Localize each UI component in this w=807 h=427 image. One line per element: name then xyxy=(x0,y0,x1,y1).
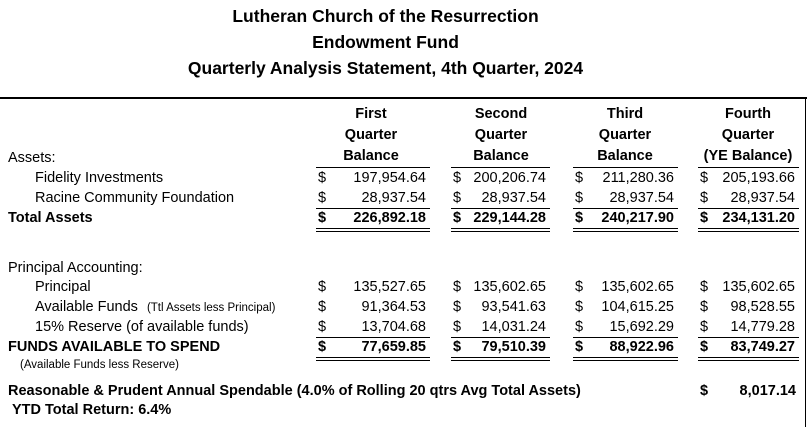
racine-underline-col2 xyxy=(451,208,550,209)
funds-available-dollar-col3: $ xyxy=(575,339,584,355)
principal-dollar-col2: $ xyxy=(453,279,462,295)
principal-dollar-col1: $ xyxy=(318,279,327,295)
total-assets-double-underline-col1 xyxy=(316,231,430,232)
funds-available-value-col3: 88,922.96 xyxy=(609,339,674,355)
principal-label: Principal xyxy=(35,279,91,295)
header-underline-col2 xyxy=(451,167,550,168)
total-assets-value-col1: 226,892.18 xyxy=(353,210,426,226)
funds-available-note: (Available Funds less Reserve) xyxy=(20,359,179,371)
total-assets-dollar-col4: $ xyxy=(700,210,709,226)
principal-heading: Principal Accounting: xyxy=(8,260,143,276)
total-assets-double-underline-col4 xyxy=(698,231,799,232)
col1-line2: Quarter xyxy=(344,127,398,143)
assets-heading: Assets: xyxy=(8,150,56,166)
fidelity-dollar-col1: $ xyxy=(318,170,327,186)
reserve-value-col4: 14,779.28 xyxy=(730,319,795,335)
available-funds-dollar-col4: $ xyxy=(700,299,709,315)
total-assets-underline-col4 xyxy=(698,228,799,229)
header-underline-col1 xyxy=(316,167,430,168)
total-assets-value-col3: 240,217.90 xyxy=(601,210,674,226)
reserve-underline-col1 xyxy=(316,337,430,338)
principal-value-col1: 135,527.65 xyxy=(353,279,426,295)
reserve-value-col1: 13,704.68 xyxy=(361,319,426,335)
table-top-border xyxy=(0,97,807,99)
header-underline-col4 xyxy=(698,167,799,168)
funds-available-value-col4: 83,749.27 xyxy=(730,339,795,355)
funds-available-double-underline-col1 xyxy=(316,360,430,361)
racine-value-col3: 28,937.54 xyxy=(609,190,674,206)
total-assets-label: Total Assets xyxy=(8,210,93,226)
col2-line3: Balance xyxy=(473,148,529,164)
col4-line2: Quarter xyxy=(721,127,775,143)
funds-available-dollar-col2: $ xyxy=(453,339,462,355)
fidelity-value-col3: 211,280.36 xyxy=(602,170,674,186)
col1-line1: First xyxy=(355,106,387,122)
racine-dollar-col3: $ xyxy=(575,190,584,206)
racine-value-col4: 28,937.54 xyxy=(730,190,795,206)
col2-line2: Quarter xyxy=(474,127,528,143)
principal-value-col4: 135,602.65 xyxy=(722,279,795,295)
reserve-value-col3: 15,692.29 xyxy=(609,319,674,335)
ytd-return: YTD Total Return: 6.4% xyxy=(12,402,172,418)
funds-available-double-underline-col2 xyxy=(451,360,550,361)
total-assets-underline-col2 xyxy=(451,228,550,229)
header-underline-col3 xyxy=(573,167,678,168)
reserve-dollar-col1: $ xyxy=(318,319,327,335)
reserve-dollar-col2: $ xyxy=(453,319,462,335)
funds-available-double-underline-col3 xyxy=(573,360,678,361)
col4-line3: (YE Balance) xyxy=(703,148,793,164)
total-assets-value-col2: 229,144.28 xyxy=(473,210,546,226)
statement-title: Quarterly Analysis Statement, 4th Quarter, 2024 xyxy=(187,58,584,78)
funds-available-dollar-col1: $ xyxy=(318,339,327,355)
available-funds-note: (Ttl Assets less Principal) xyxy=(146,302,276,314)
funds-available-double-underline-col4 xyxy=(698,360,799,361)
funds-available-dollar-col4: $ xyxy=(700,339,709,355)
total-assets-dollar-col1: $ xyxy=(318,210,327,226)
total-assets-double-underline-col3 xyxy=(573,231,678,232)
fidelity-dollar-col3: $ xyxy=(575,170,584,186)
available-funds-dollar-col1: $ xyxy=(318,299,327,315)
org-title: Lutheran Church of the Resurrection xyxy=(232,6,539,26)
funds-available-label: FUNDS AVAILABLE TO SPEND xyxy=(8,339,221,355)
reserve-underline-col2 xyxy=(451,337,550,338)
total-assets-value-col4: 234,131.20 xyxy=(722,210,795,226)
spendable-value: 8,017.14 xyxy=(739,383,796,399)
table-right-border xyxy=(805,97,806,427)
total-assets-underline-col1 xyxy=(316,228,430,229)
total-assets-dollar-col2: $ xyxy=(453,210,462,226)
total-assets-underline-col3 xyxy=(573,228,678,229)
funds-available-value-col2: 79,510.39 xyxy=(481,339,546,355)
funds-available-underline-col3 xyxy=(573,357,678,358)
principal-dollar-col3: $ xyxy=(575,279,584,295)
total-assets-dollar-col3: $ xyxy=(575,210,584,226)
col3-line2: Quarter xyxy=(598,127,652,143)
asset-label-racine: Racine Community Foundation xyxy=(35,190,235,206)
asset-label-fidelity: Fidelity Investments xyxy=(35,170,164,186)
reserve-dollar-col3: $ xyxy=(575,319,584,335)
funds-available-underline-col1 xyxy=(316,357,430,358)
racine-value-col2: 28,937.54 xyxy=(481,190,546,206)
principal-dollar-col4: $ xyxy=(700,279,709,295)
funds-available-underline-col4 xyxy=(698,357,799,358)
racine-dollar-col4: $ xyxy=(700,190,709,206)
racine-underline-col1 xyxy=(316,208,430,209)
racine-underline-col3 xyxy=(573,208,678,209)
fidelity-dollar-col2: $ xyxy=(453,170,462,186)
fidelity-value-col4: 205,193.66 xyxy=(722,170,795,186)
reserve-dollar-col4: $ xyxy=(700,319,709,335)
funds-available-value-col1: 77,659.85 xyxy=(361,339,426,355)
available-funds-dollar-col2: $ xyxy=(453,299,462,315)
fidelity-dollar-col4: $ xyxy=(700,170,709,186)
col3-line3: Balance xyxy=(597,148,653,164)
fund-title: Endowment Fund xyxy=(312,32,459,52)
col2-line1: Second xyxy=(474,106,528,122)
reserve-label: 15% Reserve (of available funds) xyxy=(35,319,249,335)
racine-value-col1: 28,937.54 xyxy=(361,190,426,206)
spendable-label: Reasonable & Prudent Annual Spendable (4.0% of Rolling 20 qtrs Avg Total Assets) xyxy=(8,383,581,399)
available-funds-value-col4: 98,528.55 xyxy=(730,299,795,315)
fidelity-value-col1: 197,954.64 xyxy=(353,170,426,186)
col1-line3: Balance xyxy=(343,148,399,164)
available-funds-value-col1: 91,364.53 xyxy=(361,299,426,315)
col4-line1: Fourth xyxy=(725,106,771,122)
racine-underline-col4 xyxy=(698,208,799,209)
reserve-underline-col3 xyxy=(573,337,678,338)
racine-dollar-col1: $ xyxy=(318,190,327,206)
spendable-dollar: $ xyxy=(700,383,709,399)
fidelity-value-col2: 200,206.74 xyxy=(473,170,546,186)
available-funds-value-col2: 93,541.63 xyxy=(481,299,546,315)
funds-available-underline-col2 xyxy=(451,357,550,358)
available-funds-value-col3: 104,615.25 xyxy=(601,299,674,315)
available-funds-dollar-col3: $ xyxy=(575,299,584,315)
total-assets-double-underline-col2 xyxy=(451,231,550,232)
reserve-value-col2: 14,031.24 xyxy=(481,319,546,335)
principal-value-col3: 135,602.65 xyxy=(601,279,674,295)
reserve-underline-col4 xyxy=(698,337,799,338)
available-funds-label-text: Available Funds xyxy=(35,299,138,315)
racine-dollar-col2: $ xyxy=(453,190,462,206)
available-funds-label xyxy=(35,299,275,315)
principal-value-col2: 135,602.65 xyxy=(473,279,546,295)
col3-line1: Third xyxy=(606,106,644,122)
